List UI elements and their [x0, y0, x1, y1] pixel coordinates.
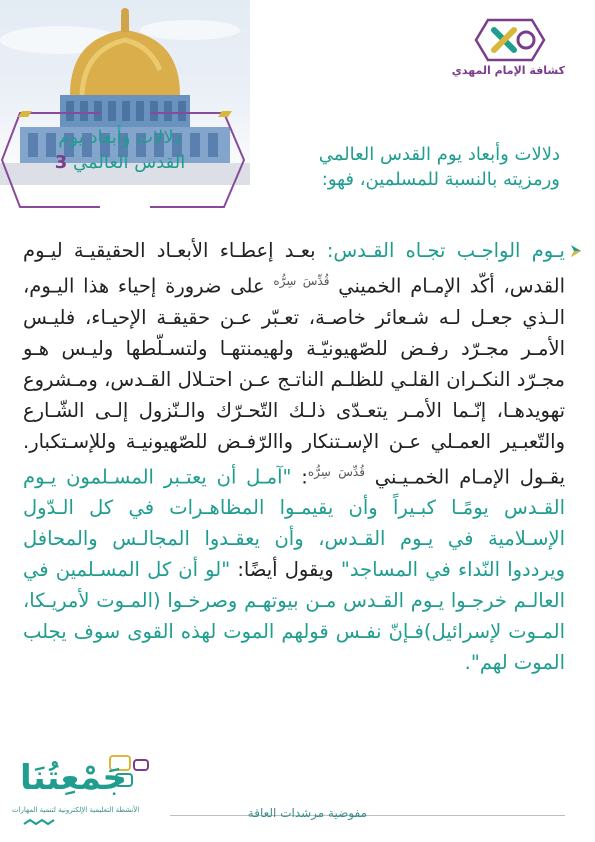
section-number: 3 — [54, 152, 68, 173]
pencil-bullet-icon — [569, 243, 583, 259]
intro-line1: دلالات وأبعاد يوم القدس العالمي — [318, 144, 560, 165]
paragraph-text-3: : — [291, 465, 308, 488]
quote-2: "لو أن كل المسـلمين في العالـم خرجـوا يـوم القـدس مـن بيوتهـم وصرخـوا (المـوت لأمريـكا، المـوت لإسرائيل)فـإنّ نفـس قولهم الموت لهذه القوى سوف يجلب الموت لهم". — [23, 558, 565, 674]
paragraph-heading: يـوم الواجـب تجـاه القـدس: — [326, 239, 565, 262]
footer-divider — [170, 815, 565, 816]
footer-text: مفوضية مرشدات العاقة — [247, 806, 367, 820]
box-title-line2: القدس العالمي — [72, 152, 186, 173]
section-title-box — [22, 125, 218, 175]
main-paragraph — [23, 235, 565, 678]
honorific-2: قُدِّسَ سِرُّه — [307, 464, 365, 479]
paragraph-text-2: على ضرورة إحياء هذا اليـوم، الـذي جعـل لـه شـعائر خاصـة، تعـبّر عـن حقيقـة الإحيـاء، فليـس الأمـر مجـرّد رفـض للصّهيونيّـة ولهيمنتهـا ولتسـلّطها وليـس هـو مجـرّد النكـران القلـي للظلـم الناتـج عـن احتـلال القـدس، ومـشروع تهويدهـا، إنّـما الأمـر يتعـدّى ذلـك التّحـرّك والـنّزول إلـى الشّـارع والتّعبـير العمـلي عـن الإسـتنكار واالرّفـض للصّهيونيـة وللإسـتكبار. يقـول الإمـام الخمـيـني — [23, 274, 565, 488]
org-logo — [451, 18, 565, 88]
scout-knot-logo-icon — [474, 18, 546, 62]
brand-name: جَمْعِتُنَا — [20, 758, 128, 798]
org-name: كشافة الإمام المهدي — [451, 64, 565, 77]
honorific-1: قُدِّسَ سِرُّه — [273, 274, 330, 288]
quote-1: "آمـل أن يعتـبر المسـلمون يـوم القـدس يومًـا كبـيراً وأن يقيمـوا المظاهـرات في كل الـدّول الإسـلامية في يـوم القـدس، وأن يعقـدوا المجالـس والمحافل ويرددوا النّداء في المساجد" — [23, 465, 565, 581]
box-title-line1: دلالات وأبعاد يوم — [58, 127, 182, 148]
intro-line2: ورمزيته بالنسبة للمسلمين، فهو: — [321, 169, 560, 190]
paragraph-text-4: ويقول أيضًا: — [230, 558, 341, 581]
brand-subtitle: الأنشطة التعليمية الإلكترونية لتنمية المهارات — [12, 806, 140, 814]
intro-text — [235, 142, 560, 192]
paragraph-text-1: بعـد إعطـاء الأبعـاد الحقيقيـة ليـوم القدس، أكّد الإمـام الخميني — [23, 239, 565, 298]
